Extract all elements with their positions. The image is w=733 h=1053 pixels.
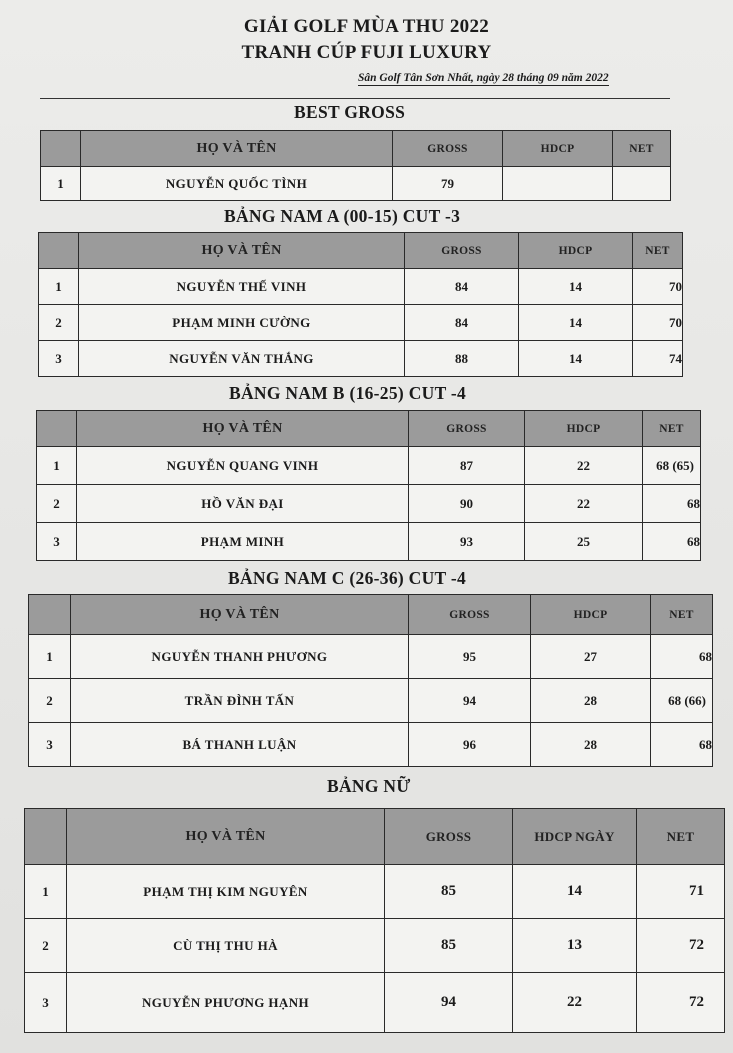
table-row [29, 635, 713, 679]
gross-column-header: GROSS [409, 595, 531, 635]
section-heading-best-gross: BEST GROSS [294, 102, 406, 122]
table-row [39, 269, 683, 305]
hdcp-column-header: HDCP [519, 233, 633, 269]
player-name-cell: NGUYỄN PHƯƠNG HẠNH [67, 973, 385, 1033]
rank-cell: 1 [37, 447, 77, 485]
results-table-nam-b [36, 410, 701, 561]
player-name-cell: NGUYỄN QUANG VINH [77, 447, 409, 485]
net-column-header: NET [613, 131, 671, 167]
hdcp-column-header: HDCP NGÀY [513, 809, 637, 865]
net-cell: 68 [643, 523, 701, 561]
hdcp-cell: 13 [513, 919, 637, 973]
net-cell: 72 [637, 973, 725, 1033]
rank-cell: 1 [29, 635, 71, 679]
gross-column-header: GROSS [405, 233, 519, 269]
hdcp-cell: 25 [525, 523, 643, 561]
name-column-header: HỌ VÀ TÊN [67, 809, 385, 865]
gross-column-header: GROSS [385, 809, 513, 865]
name-column-header: HỌ VÀ TÊN [79, 233, 405, 269]
table-row [41, 167, 671, 201]
hdcp-cell: 14 [519, 305, 633, 341]
hdcp-cell: 22 [513, 973, 637, 1033]
rank-cell: 3 [39, 341, 79, 377]
table-header-row [29, 595, 713, 635]
rank-header-cell [39, 233, 79, 269]
gross-cell: 95 [409, 635, 531, 679]
net-column-header: NET [643, 411, 701, 447]
name-column-header: HỌ VÀ TÊN [81, 131, 393, 167]
section-heading-nu: BẢNG NỮ [327, 776, 411, 796]
gross-cell: 84 [405, 269, 519, 305]
hdcp-cell: 14 [513, 865, 637, 919]
table-header-row [37, 411, 701, 447]
net-cell: 68 [651, 635, 713, 679]
hdcp-column-header: HDCP [503, 131, 613, 167]
table-row [39, 305, 683, 341]
hdcp-cell: 22 [525, 447, 643, 485]
player-name-cell: CÙ THỊ THU HÀ [67, 919, 385, 973]
net-column-header: NET [637, 809, 725, 865]
gross-cell: 85 [385, 919, 513, 973]
table-row [29, 723, 713, 767]
net-cell: 68 [651, 723, 713, 767]
venue-date-line: Sân Golf Tân Sơn Nhất, ngày 28 tháng 09 năm 2022 [358, 72, 609, 84]
player-name-cell: NGUYỄN QUỐC TÌNH [81, 167, 393, 201]
section-heading-nam-a: BẢNG NAM A (00-15) CUT -3 [224, 206, 461, 226]
table-header-row [25, 809, 725, 865]
table-row [37, 485, 701, 523]
results-table-nu [24, 808, 725, 1033]
hdcp-cell: 14 [519, 269, 633, 305]
net-cell: 71 [637, 865, 725, 919]
net-column-header: NET [633, 233, 683, 269]
table-row [25, 865, 725, 919]
results-table-nam-a [38, 232, 683, 377]
rank-cell: 2 [37, 485, 77, 523]
header-divider [40, 98, 670, 99]
sheet-title: GIẢI GOLF MÙA THU 2022 [243, 16, 490, 37]
net-cell: 68 (66) [651, 679, 713, 723]
rank-header-cell [37, 411, 77, 447]
gross-cell: 88 [405, 341, 519, 377]
player-name-cell: NGUYỄN THANH PHƯƠNG [71, 635, 409, 679]
net-cell: 68 (65) [643, 447, 701, 485]
rank-cell: 2 [25, 919, 67, 973]
rank-cell: 2 [29, 679, 71, 723]
gross-cell: 93 [409, 523, 525, 561]
section-heading-nam-b: BẢNG NAM B (16-25) CUT -4 [229, 383, 467, 403]
rank-cell: 1 [39, 269, 79, 305]
rank-header-cell [25, 809, 67, 865]
gross-cell: 94 [385, 973, 513, 1033]
rank-cell: 1 [41, 167, 81, 201]
name-column-header: HỌ VÀ TÊN [71, 595, 409, 635]
gross-cell: 84 [405, 305, 519, 341]
table-row [37, 447, 701, 485]
rank-cell: 3 [29, 723, 71, 767]
gross-cell: 85 [385, 865, 513, 919]
table-header-row [41, 131, 671, 167]
net-cell: 74 [633, 341, 683, 377]
player-name-cell: NGUYỄN THẾ VINH [79, 269, 405, 305]
results-table-nam-c [28, 594, 713, 767]
player-name-cell: HỒ VĂN ĐẠI [77, 485, 409, 523]
player-name-cell: PHẠM THỊ KIM NGUYÊN [67, 865, 385, 919]
rank-cell: 3 [37, 523, 77, 561]
hdcp-cell [503, 167, 613, 201]
table-row [29, 679, 713, 723]
hdcp-column-header: HDCP [525, 411, 643, 447]
gross-column-header: GROSS [409, 411, 525, 447]
net-cell: 70 [633, 305, 683, 341]
table-row [25, 919, 725, 973]
player-name-cell: TRẦN ĐÌNH TẤN [71, 679, 409, 723]
hdcp-cell: 22 [525, 485, 643, 523]
section-heading-nam-c: BẢNG NAM C (26-36) CUT -4 [228, 568, 467, 588]
hdcp-column-header: HDCP [531, 595, 651, 635]
net-cell: 70 [633, 269, 683, 305]
player-name-cell: BÁ THANH LUẬN [71, 723, 409, 767]
net-cell: 72 [637, 919, 725, 973]
rank-header-cell [29, 595, 71, 635]
sheet-subtitle: TRANH CÚP FUJI LUXURY [241, 42, 492, 63]
table-row [39, 341, 683, 377]
net-cell [613, 167, 671, 201]
gross-cell: 90 [409, 485, 525, 523]
table-header-row [39, 233, 683, 269]
rank-cell: 2 [39, 305, 79, 341]
results-table-best-gross [40, 130, 671, 201]
hdcp-cell: 27 [531, 635, 651, 679]
rank-cell: 3 [25, 973, 67, 1033]
gross-cell: 79 [393, 167, 503, 201]
player-name-cell: PHẠM MINH CƯỜNG [79, 305, 405, 341]
net-column-header: NET [651, 595, 713, 635]
rank-cell: 1 [25, 865, 67, 919]
hdcp-cell: 14 [519, 341, 633, 377]
player-name-cell: NGUYỄN VĂN THẮNG [79, 341, 405, 377]
player-name-cell: PHẠM MINH [77, 523, 409, 561]
gross-cell: 87 [409, 447, 525, 485]
gross-cell: 94 [409, 679, 531, 723]
hdcp-cell: 28 [531, 679, 651, 723]
gross-column-header: GROSS [393, 131, 503, 167]
hdcp-cell: 28 [531, 723, 651, 767]
gross-cell: 96 [409, 723, 531, 767]
rank-header-cell [41, 131, 81, 167]
table-row [37, 523, 701, 561]
name-column-header: HỌ VÀ TÊN [77, 411, 409, 447]
net-cell: 68 [643, 485, 701, 523]
table-row [25, 973, 725, 1033]
